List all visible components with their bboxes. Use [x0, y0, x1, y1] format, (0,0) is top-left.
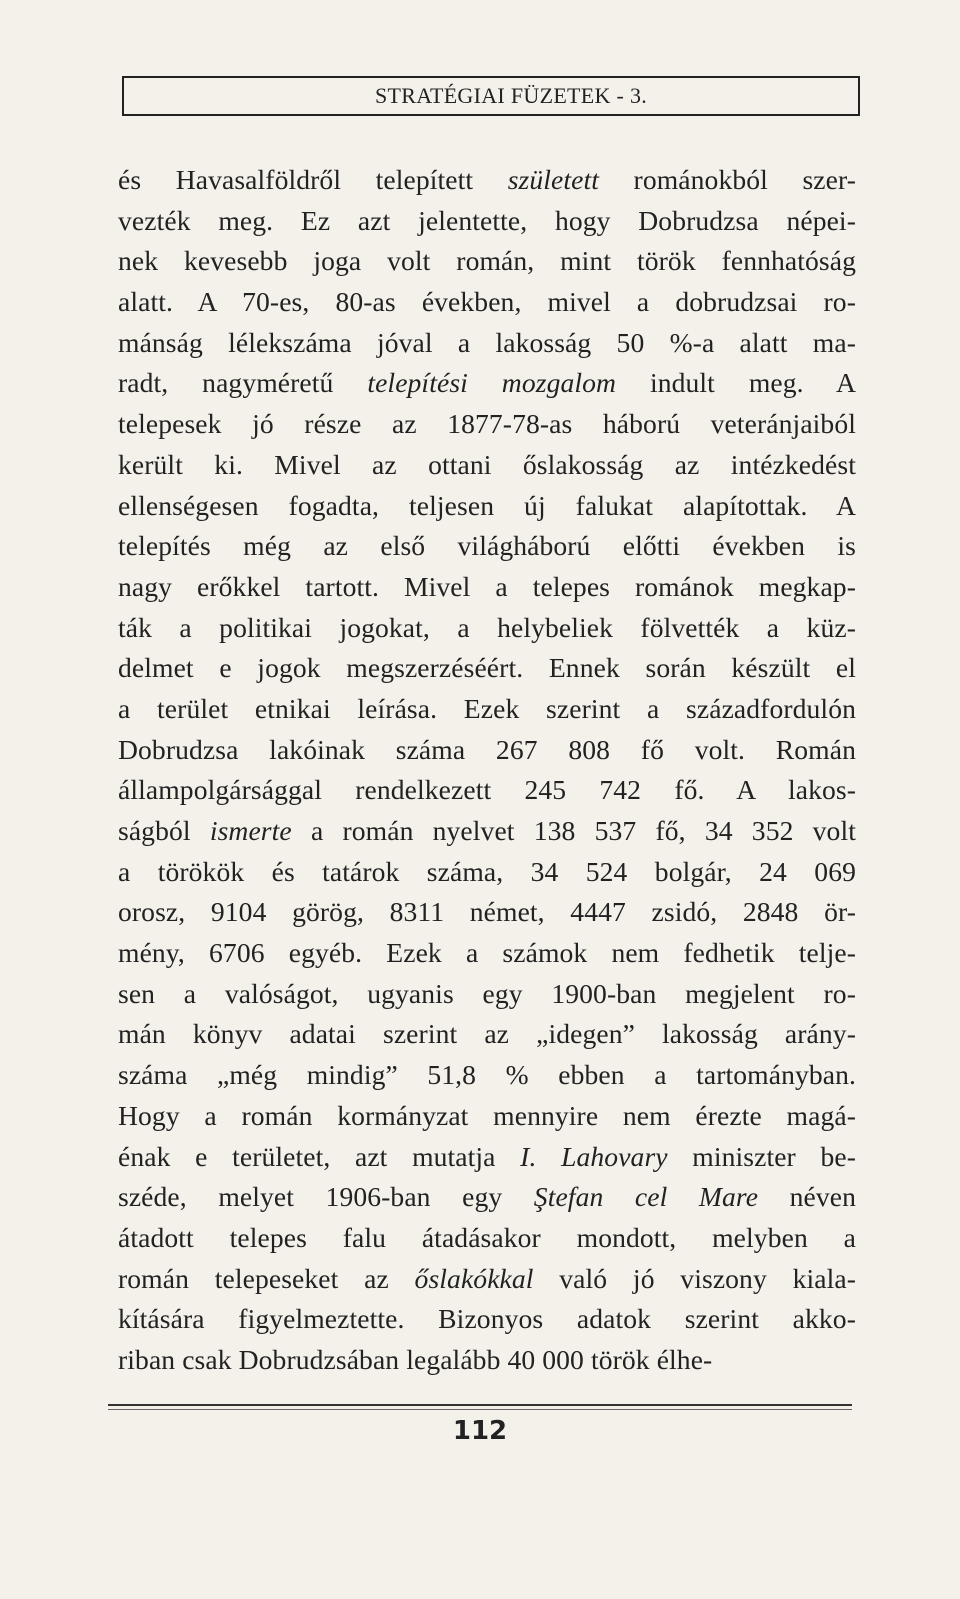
- text-line: [118, 933, 856, 974]
- text-line: [118, 892, 856, 933]
- text-line: [118, 608, 856, 649]
- text-line: [118, 730, 856, 771]
- text-line: [118, 486, 856, 527]
- text-run: riban csak Dobrudzsában legalább 40 000 török élhe-: [118, 1343, 713, 1375]
- text-line: [118, 1218, 856, 1259]
- text-line: [118, 1137, 856, 1178]
- text-run: énak e területet, azt mutatja: [118, 1140, 521, 1172]
- italic-run: őslakókkal: [414, 1262, 534, 1294]
- italic-run: telepítési mozgalom: [367, 367, 617, 399]
- text-run: a törökök és tatárok száma, 34 524 bolgár, 24 069: [118, 855, 856, 887]
- text-line: [118, 1259, 856, 1300]
- italic-run: született: [507, 164, 600, 195]
- italic-run: ismerte: [209, 815, 292, 846]
- page-number: 112: [452, 1416, 508, 1446]
- text-line: [118, 445, 856, 486]
- italic-run: Ştefan cel Mare: [533, 1181, 759, 1213]
- text-run: vezték meg. Ez azt jelentette, hogy Dobrudzsa népei-: [118, 204, 856, 236]
- text-line: [118, 241, 856, 282]
- text-run: alatt. A 70-es, 80-as években, mivel a dobrudzsai ro-: [118, 286, 856, 318]
- text-line: [118, 1014, 856, 1055]
- text-run: nek kevesebb joga volt román, mint török fennhatóság: [118, 245, 856, 277]
- text-run: Dobrudzsa lakóinak száma 267 808 fő volt. Román: [118, 733, 856, 765]
- text-run: radt, nagyméretű: [118, 367, 368, 399]
- text-line: [118, 811, 856, 852]
- running-header: [122, 76, 860, 116]
- text-run: a román nyelvet 138 537 fő, 34 352 volt: [291, 815, 856, 846]
- text-run: állampolgársággal rendelkezett 245 742 fő. A lakos-: [118, 774, 856, 806]
- text-run: átadott telepes falu átadásakor mondott, melyben a: [118, 1221, 856, 1253]
- text-line: [118, 526, 856, 567]
- text-run: mán könyv adatai szerint az „idegen” lakosság arány-: [118, 1018, 856, 1050]
- italic-run: I. Lahovary: [520, 1140, 668, 1172]
- text-line: [118, 1340, 856, 1381]
- text-line: [118, 1299, 856, 1340]
- text-line: [118, 363, 856, 404]
- text-run: indult meg. A: [616, 367, 857, 399]
- text-run: Hogy a román kormányzat mennyire nem érezte magá-: [118, 1099, 856, 1131]
- text-run: ságból: [118, 815, 210, 846]
- text-run: román telepeseket az: [118, 1262, 415, 1294]
- text-line: [118, 567, 856, 608]
- text-run: mény, 6706 egyéb. Ezek a számok nem fedhetik telje-: [118, 937, 856, 969]
- text-run: a terület etnikai leírása. Ezek szerint a századfordulón: [118, 692, 856, 724]
- text-line: [118, 1055, 856, 1096]
- text-line: [118, 404, 856, 445]
- body-paragraph: [118, 160, 856, 1381]
- text-line: [118, 974, 856, 1015]
- text-run: néven: [758, 1181, 856, 1213]
- text-run: miniszter be-: [667, 1140, 856, 1172]
- text-run: románokból szer-: [599, 164, 856, 195]
- text-run: került ki. Mivel az ottani őslakosság az intézkedést: [118, 448, 856, 480]
- text-line: [118, 770, 856, 811]
- text-line: [118, 1177, 856, 1218]
- text-run: delmet e jogok megszerzéséért. Ennek során készült el: [118, 652, 856, 684]
- text-line: [118, 689, 856, 730]
- text-run: telepesek jó része az 1877-78-as háború veteránjaiból: [118, 408, 856, 440]
- text-run: száma „még mindig” 51,8 % ebben a tartományban.: [118, 1059, 856, 1091]
- text-run: ták a politikai jogokat, a helybeliek fölvették a küz-: [118, 611, 856, 643]
- header-title: STRATÉGIAI FÜZETEK - 3.: [374, 83, 648, 108]
- text-run: és Havasalföldről telepített: [118, 164, 508, 195]
- text-run: nagy erőkkel tartott. Mivel a telepes románok megkap-: [118, 570, 856, 602]
- footer-rule-thin: [108, 1409, 852, 1410]
- text-line: [118, 201, 856, 242]
- text-run: telepítés még az első világháború előtti években is: [118, 530, 856, 562]
- text-run: széde, melyet 1906-ban egy: [118, 1181, 534, 1213]
- text-run: ellenségesen fogadta, teljesen új falukat alapítottak. A: [118, 489, 856, 521]
- text-run: orosz, 9104 görög, 8311 német, 4447 zsidó, 2848 ör-: [118, 896, 856, 928]
- text-run: mánság lélekszáma jóval a lakosság 50 %-a alatt ma-: [118, 326, 856, 358]
- text-line: [118, 648, 856, 689]
- text-run: sen a valóságot, ugyanis egy 1900-ban megjelent ro-: [118, 977, 856, 1009]
- text-run: való jó viszony kiala-: [533, 1262, 856, 1294]
- text-run: kítására figyelmeztette. Bizonyos adatok szerint akko-: [118, 1303, 856, 1335]
- text-line: [118, 323, 856, 364]
- footer-rule: [108, 1404, 852, 1406]
- text-line: [118, 852, 856, 893]
- text-line: [118, 282, 856, 323]
- text-line: [118, 1096, 856, 1137]
- text-line: [118, 160, 856, 201]
